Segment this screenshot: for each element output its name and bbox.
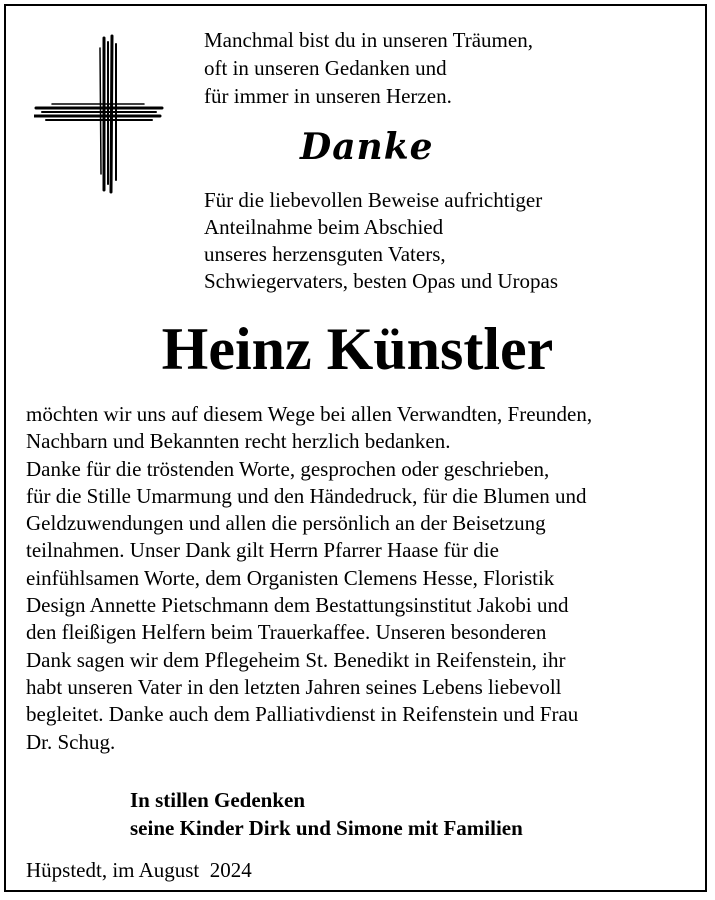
- body-line: möchten wir uns auf diesem Wege bei allen Verwandten, Freunden,: [26, 402, 593, 426]
- cross-icon: [34, 34, 164, 194]
- danke-heading: Danke: [300, 126, 434, 168]
- deceased-name: Heinz Künstler: [161, 316, 554, 382]
- signature-line: In stillen Gedenken: [130, 788, 306, 812]
- place-date: Hüpstedt, im August 2024: [26, 858, 252, 882]
- intro-line: Schwiegervaters, besten Opas und Uropas: [204, 269, 558, 293]
- intro-text: [204, 187, 558, 295]
- body-line: Danke für die tröstenden Worte, gesprochen oder geschrieben,: [26, 456, 550, 481]
- motto-line: Manchmal bist du in unseren Träumen,: [204, 28, 533, 52]
- body-line: Design Annette Pietschmann dem Bestattungsinstitut Jakobi und: [26, 593, 569, 618]
- body-line: den fleißigen Helfern beim Trauerkaffee. Unseren besonderen: [26, 620, 547, 645]
- intro-line: Anteilnahme beim Abschied: [204, 215, 444, 239]
- body-line: begleitet. Danke auch dem Palliativdienst in Reifenstein und Frau: [26, 702, 579, 727]
- signature: [130, 786, 523, 842]
- body-line: teilnahmen. Unser Dank gilt Herrn Pfarrer Haase für die: [26, 538, 499, 563]
- body-line: Nachbarn und Bekannten recht herzlich bedanken.: [26, 429, 451, 454]
- signature-line: seine Kinder Dirk und Simone mit Familien: [130, 816, 523, 840]
- motto-line: für immer in unseren Herzen.: [204, 84, 452, 108]
- body-line: Dr. Schug.: [26, 729, 116, 754]
- body-line: habt unseren Vater in den letzten Jahren seines Lebens liebevoll: [26, 674, 562, 699]
- intro-line: Für die liebevollen Beweise aufrichtiger: [204, 188, 543, 212]
- motto-verse: [204, 26, 533, 110]
- body-line: Dank sagen wir dem Pflegeheim St. Benedikt in Reifenstein, ihr: [26, 647, 566, 672]
- body-line: einfühlsamen Worte, dem Organisten Clemens Hesse, Floristik: [26, 565, 555, 590]
- intro-line: unseres herzensguten Vaters,: [204, 242, 446, 266]
- body-line: Geldzuwendungen und allen die persönlich an der Beisetzung: [26, 511, 546, 536]
- motto-line: oft in unseren Gedanken und: [204, 56, 447, 80]
- body-text: [26, 401, 706, 756]
- body-line: für die Stille Umarmung und den Händedruck, für die Blumen und: [26, 483, 587, 508]
